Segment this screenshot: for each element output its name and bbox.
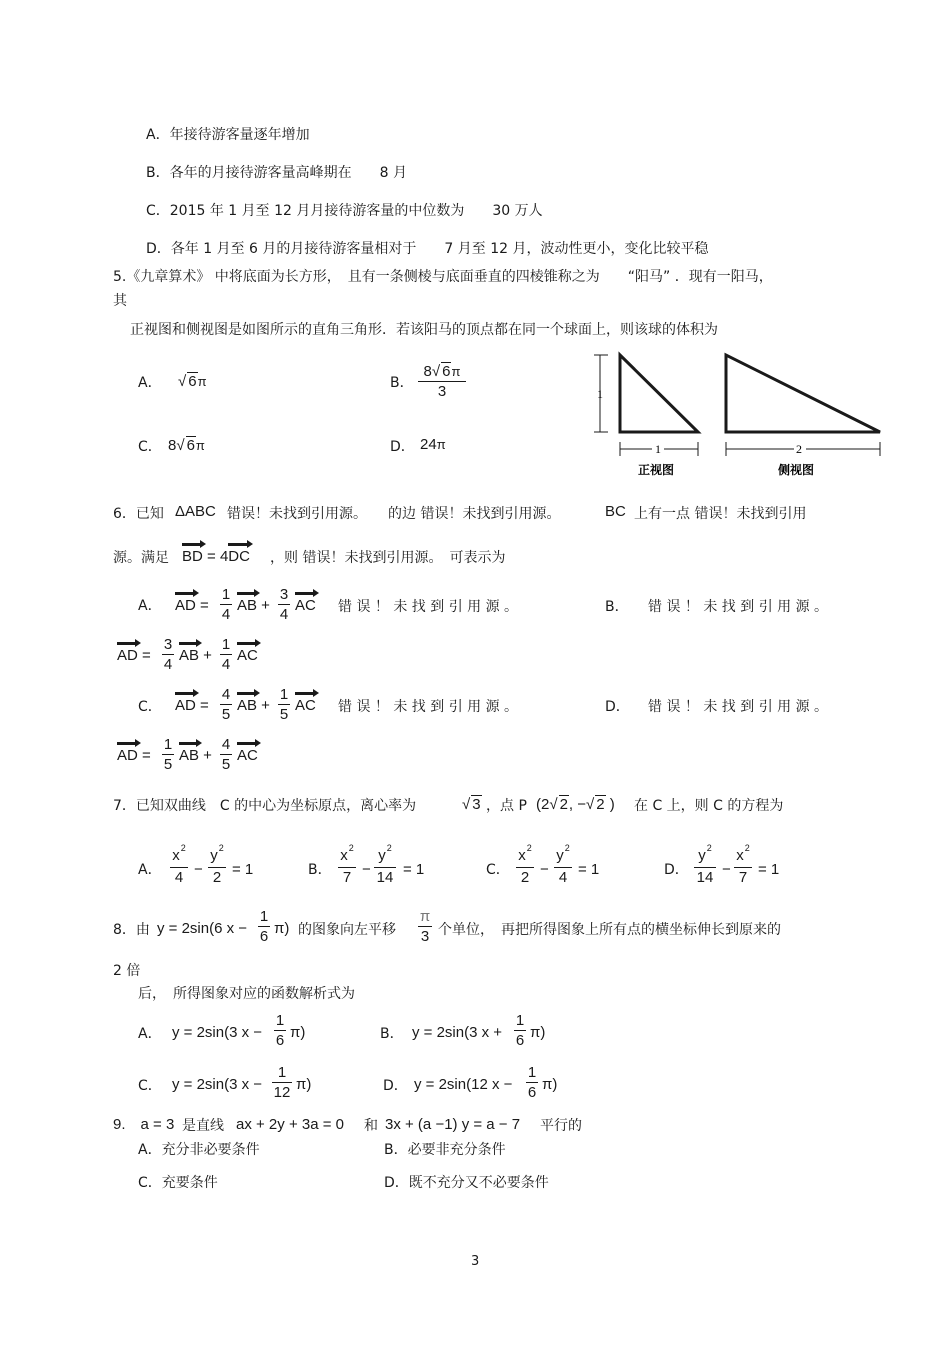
q6-option-b-label: B． [605,599,629,615]
q6-option-c-label: C． [138,699,162,715]
q5-option-d-value: 24π [420,436,446,453]
q7-option-d-rhs: = 1 [758,861,780,878]
q6-option-c-error: 错 误 ！ 未 找 到 引 用 源 。 [338,699,519,715]
q6-stem-d: 源。满足 [113,550,169,566]
front-width-label: 1 [655,442,661,456]
q6-option-c-coef2: 1 5 [279,686,289,723]
q6-option-d-ac: AC [237,747,258,764]
q6-option-b-ab: AB + [179,647,212,664]
q6-condition: BD = 4DC [182,548,250,565]
q9-option-a: A．充分非必要条件 [138,1142,260,1158]
q4-option-a: A．年接待游客量逐年增加 [146,127,310,143]
q7-option-c-minus: − [540,861,549,878]
q7-eccentricity: √ 3 [462,796,481,813]
q6-option-a-label: A． [138,598,162,614]
q6-option-b-expr: AD = [117,647,151,664]
q6-option-b-coef1: 3 4 [163,636,173,673]
q8-function-coef: 1 6 [259,908,269,945]
q7-option-a-term2: $y^2$ 2 [208,847,226,886]
q6-option-a-error: 错 误 ！ 未 找 到 引 用 源 。 [338,599,519,615]
q8-option-b-label: B． [380,1026,404,1042]
q6-option-d-error: 错 误 ！ 未 找 到 引 用 源 。 [648,699,829,715]
q4-option-c: C．2015 年 1 月至 12 月月接待游客量的中位数为 30 万人 [146,203,543,219]
q6-option-a-coef1: 1 4 [221,586,231,623]
q8-stem-d: 2 倍 [113,963,141,979]
q6-option-d-coef2: 4 5 [221,736,231,773]
q9-condition: 9. a = 3 [113,1116,175,1133]
q6-stem-c: 上有一点 错误！未找到引用 [634,506,807,522]
q9-option-b: B．必要非充分条件 [384,1142,506,1158]
q6-option-c-ab: AB + [237,697,270,714]
q8-option-c-pre: y = 2sin(3 x − [172,1076,263,1093]
q7-stem-c: 在 C 上，则 C 的方程为 [634,798,784,814]
q5-stem-line1: 5.《九章算术》 中将底面为长方形， 且有一条侧棱与底面垂直的四棱锥称之为 “阳马” ．现有一阳马， [113,269,773,285]
height-label: 1 [597,387,603,401]
side-view [726,355,880,477]
q8-option-c-coef: 1 12 [273,1064,291,1101]
q6-triangle-abc: ΔABC [175,503,216,520]
q8-stem-b: 的图象向左平移 [298,922,396,938]
q6-option-a-coef2: 3 4 [279,586,289,623]
q9-stem-b: 和 [364,1118,378,1134]
q6-option-c-coef1: 4 5 [221,686,231,723]
q7-option-d-term2: $x^2$ 7 [734,847,752,886]
q7-option-c-term2: $y^2$ 4 [554,847,572,886]
q8-function: y = 2sin(6 x − [157,920,248,937]
q6-option-d-label: D． [605,699,630,715]
q8-option-a-coef: 1 6 [275,1012,285,1049]
q7-option-a-term1: $x^2$ 4 [170,847,188,886]
q7-option-b-rhs: = 1 [403,861,425,878]
q9-line2: 3x + (a −1) y = a − 7 [385,1116,521,1133]
q8-option-a-pre: y = 2sin(3 x − [172,1024,263,1041]
q7-point: (2√ 2, −√ 2 ) [536,796,615,813]
q9-stem-a: 是直线 [182,1118,224,1134]
q8-stem-c: 个单位， 再把所得图象上所有点的横坐标伸长到原来的 [438,922,781,938]
q8-option-c-label: C． [138,1078,162,1094]
q9-option-c: C．充要条件 [138,1175,218,1191]
q8-stem-e: 后， 所得图象对应的函数解析式为 [138,986,355,1002]
q5-stem-line2: 其 [113,293,127,309]
q5-option-c-value: 8√ 6π [168,437,205,454]
q6-option-b-ac: AC [237,647,258,664]
q5-option-a-value: √ 6π [178,373,207,390]
q6-option-c-ac: AC [295,697,316,714]
q7-option-c-term1: $x^2$ 2 [516,847,534,886]
q5-option-b-label: B． [390,375,414,391]
q9-option-d: D．既不充分又不必要条件 [384,1175,549,1191]
q8-option-a-label: A． [138,1026,162,1042]
q6-option-b-coef2: 1 4 [221,636,231,673]
front-view [594,355,698,477]
q5-three-view-figure [588,350,888,480]
q7-option-d-label: D． [664,862,689,878]
q6-stem-a: 6．已知 [113,506,164,522]
q7-option-d-minus: − [722,861,731,878]
q6-option-d-coef1: 1 5 [163,736,173,773]
q8-option-c-post: π) [296,1076,312,1093]
front-view-label: 正视图 [638,463,675,477]
q5-stem-line3: 正视图和侧视图是如图所示的直角三角形．若该阳马的顶点都在同一个球面上，则该球的体积为 [130,322,718,338]
q5-option-b-fraction: 8√ 6π 3 [418,362,466,400]
side-view-label: 侧视图 [778,463,815,477]
q7-option-c-rhs: = 1 [578,861,600,878]
front-view-triangle [620,355,698,432]
q9-stem-c: 平行的 [540,1118,582,1134]
q8-option-b-post: π) [530,1024,546,1041]
q9-line1: ax + 2y + 3a = 0 [236,1116,344,1133]
q8-option-b-pre: y = 2sin(3 x + [412,1024,503,1041]
page-number: 3 [471,1254,480,1269]
q7-option-b-term1: $x^2$ 7 [338,847,356,886]
q8-option-d-coef: 1 6 [527,1064,537,1101]
q7-option-a-label: A． [138,862,162,878]
q6-option-d-expr: AD = [117,747,151,764]
q6-stem-b: 错误！未找到引用源。 的边 错误！未找到引用源。 [227,506,561,522]
q6-option-d-ab: AB + [179,747,212,764]
q5-option-a-label: A． [138,375,162,391]
q8-option-d-post: π) [542,1076,558,1093]
q7-option-a-minus: − [194,861,203,878]
q7-option-a-rhs: = 1 [232,861,254,878]
q7-stem-a: 7．已知双曲线 C 的中心为坐标原点，离心率为 [113,798,417,814]
q7-option-b-label: B． [308,862,332,878]
q6-option-a-expr: AD = [175,597,209,614]
q4-option-d: D．各年 1 月至 6 月的月接待游客量相对于 7 月至 12 月，波动性更小，变化比较平稳 [146,241,709,257]
q8-option-d-label: D． [383,1078,408,1094]
q5-option-d-label: D． [390,439,415,455]
side-view-triangle [726,355,880,432]
q6-option-a-ab: AB + [237,597,270,614]
q8-option-b-coef: 1 6 [515,1012,525,1049]
q6-stem-e: ，则 错误！未找到引用源。 可表示为 [270,550,506,566]
q8-stem-a: 8．由 [113,922,150,938]
q6-option-c-expr: AD = [175,697,209,714]
q8-shift: π 3 [419,908,431,945]
q6-option-a-ac: AC [295,597,316,614]
q6-option-b-error: 错 误 ！ 未 找 到 引 用 源 。 [648,599,829,615]
q5-option-c-label: C． [138,439,162,455]
q8-function-end: π) [274,920,290,937]
q7-stem-b: ，点 P [486,798,527,814]
q7-option-b-term2: $y^2$ 14 [374,847,396,886]
q6-segment-bc: BC [605,503,626,520]
q4-option-b: B．各年的月接待游客量高峰期在 8 月 [146,165,407,181]
q8-option-d-pre: y = 2sin(12 x − [414,1076,513,1093]
q8-option-a-post: π) [290,1024,306,1041]
q7-option-b-minus: − [362,861,371,878]
q7-option-c-label: C． [486,862,510,878]
side-width-label: 2 [796,442,802,456]
q7-option-d-term1: $y^2$ 14 [694,847,716,886]
